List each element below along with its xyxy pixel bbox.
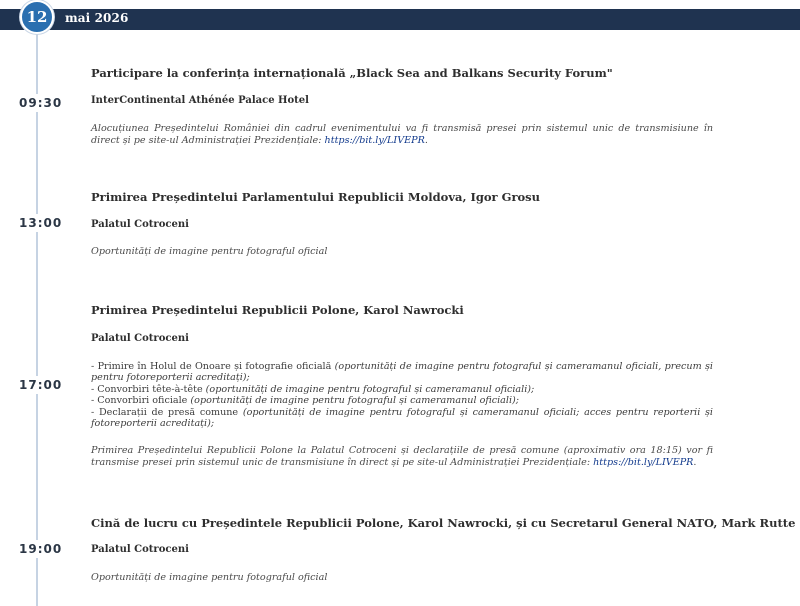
event-note xyxy=(91,123,713,147)
event-bullets xyxy=(91,361,713,429)
event-location: Palatul Cotroceni xyxy=(91,333,189,344)
event-note xyxy=(91,445,713,469)
event-time: 19:00 xyxy=(19,542,63,556)
bullet-text: - Convorbiri oficiale xyxy=(91,395,191,407)
event-note: Oportunități de imagine pentru fotograful oficial xyxy=(91,572,328,583)
event-location: Palatul Cotroceni xyxy=(91,219,189,230)
event-title: Participare la conferința internațională „Black Sea and Balkans Security Forum" xyxy=(91,66,613,80)
event-title: Primirea Președintelui Republicii Polone, Karol Nawrocki xyxy=(91,303,464,317)
livepr-link[interactable]: https://bit.ly/LIVEPR xyxy=(593,457,694,468)
event-title: Primirea Președintelui Parlamentului Republicii Moldova, Igor Grosu xyxy=(91,190,541,204)
bullet-detail: (oportunități de imagine pentru fotograful și cameramanul oficiali; acces pentru reporterii și fotoreporterii acreditați); xyxy=(91,406,714,430)
bullet-detail: (oportunități de imagine pentru fotograful și cameramanul oficiali); xyxy=(205,383,535,395)
bullet-item xyxy=(91,395,713,406)
bullet-text: - Primire în Holul de Onoare și fotografie oficială xyxy=(91,361,335,372)
bullet-item xyxy=(91,361,713,384)
bullet-item xyxy=(91,407,713,430)
bullet-text: - Convorbiri tête-à-tête xyxy=(91,383,206,395)
note-end: . xyxy=(424,135,428,146)
livepr-link[interactable]: https://bit.ly/LIVEPR xyxy=(324,135,425,146)
event-time: 17:00 xyxy=(19,378,63,392)
event-note-text: Alocuțiunea Președintelui României din cadrul evenimentului va fi transmisă presei prin sistemul unic de transmisiune în direct și pe site-ul Administrației Prezidențiale: xyxy=(91,123,713,146)
note-end: . xyxy=(693,457,697,468)
bullet-text: - Declarații de presă comune xyxy=(91,406,243,418)
event-note-text: Primirea Președintelui Republicii Polone la Palatul Cotroceni și declarațiile de presă comune (aproximativ ora 18:15) vor fi transmise presei prin sistemul unic de transmisiune în direct și pe site-ul Administrației Prezidențiale: xyxy=(91,445,713,468)
event-time: 09:30 xyxy=(19,96,63,110)
month-year-label: mai 2026 xyxy=(65,11,129,25)
event-location: InterContinental Athénée Palace Hotel xyxy=(91,95,309,106)
event-location: Palatul Cotroceni xyxy=(91,544,189,555)
bullet-item xyxy=(91,384,713,395)
event-title: Cină de lucru cu Președintele Republicii Polone, Karol Nawrocki, și cu Secretarul General NATO, Mark Rutte xyxy=(91,516,796,530)
bullet-detail: (oportunități de imagine pentru fotograful și cameramanul oficiali); xyxy=(190,395,520,407)
timeline-line xyxy=(36,34,38,606)
day-badge: 12 xyxy=(20,0,54,34)
event-note: Oportunități de imagine pentru fotograful oficial xyxy=(91,246,328,257)
event-time: 13:00 xyxy=(19,216,63,230)
bullet-detail: (oportunități de imagine pentru fotograful și cameramanul oficiali, precum și pentru fotoreporterii acreditați); xyxy=(91,361,713,384)
